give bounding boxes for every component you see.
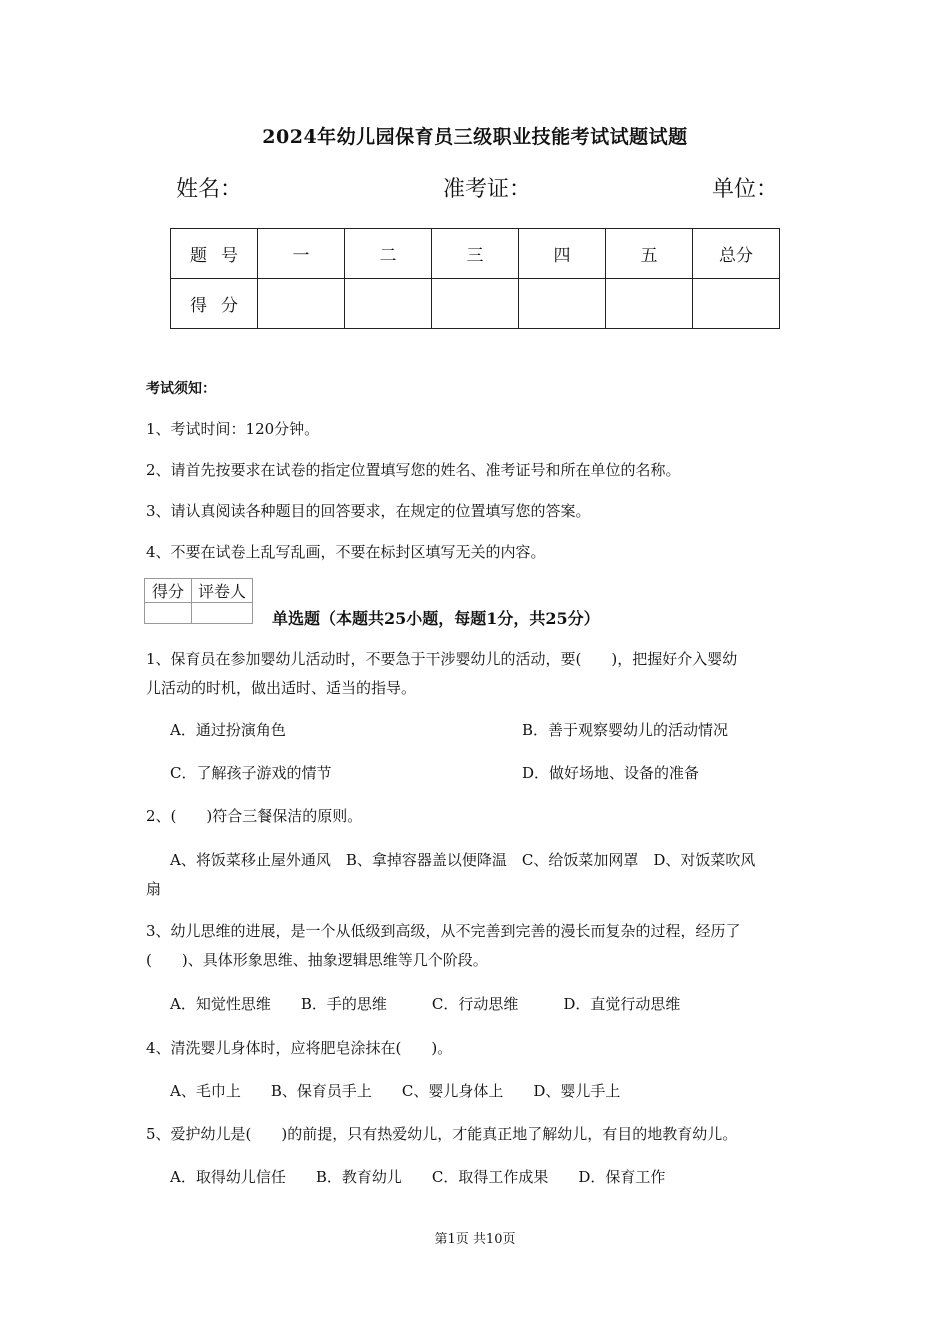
score-column-3: 三: [432, 229, 519, 279]
notice-heading: 考试须知：: [146, 381, 216, 397]
grader-name-label: 评卷人: [192, 579, 253, 603]
page-footer: 第1页 共10页: [434, 1232, 516, 1247]
score-cell[interactable]: [606, 279, 693, 329]
question-3-options[interactable]: A．知觉性思维 B．手的思维 C．行动思维 D．直觉行动思维: [170, 995, 681, 1013]
grader-score-label: 得分: [145, 579, 192, 603]
question-1-option-d[interactable]: D．做好场地、设备的准备: [522, 764, 700, 782]
question-2-text: 2、( )符合三餐保洁的原则。: [146, 807, 363, 825]
score-cell[interactable]: [258, 279, 345, 329]
question-3-text-cont: ( )、具体形象思维、抽象逻辑思维等几个阶段。: [146, 951, 488, 969]
score-table-header-row: [171, 229, 780, 279]
unit-field-label: 单位：: [712, 177, 779, 202]
question-4-text: 4、清洗婴儿身体时，应将肥皂涂抹在( )。: [146, 1039, 453, 1057]
grader-name-cell[interactable]: [192, 603, 253, 624]
score-row-label: 得分: [171, 279, 258, 329]
question-1-option-c[interactable]: C．了解孩子游戏的情节: [170, 764, 332, 782]
question-1-option-a[interactable]: A．通过扮演角色: [170, 721, 286, 739]
notice-item: 1、考试时间：120分钟。: [146, 420, 320, 438]
section-title: 单选题（本题共25小题，每题1分，共25分）: [272, 609, 600, 628]
score-column-total: 总分: [693, 229, 780, 279]
question-1-text: 1、保育员在参加婴幼儿活动时，不要急于干涉婴幼儿的活动，要( )，把握好介入婴幼: [146, 650, 738, 668]
question-5-options[interactable]: A．取得幼儿信任 B．教育幼儿 C．取得工作成果 D．保育工作: [170, 1168, 666, 1186]
name-field-label: 姓名：: [176, 177, 243, 202]
notice-item: 3、请认真阅读各种题目的回答要求，在规定的位置填写您的答案。: [146, 502, 591, 520]
grader-score-cell[interactable]: [145, 603, 192, 624]
score-column-1: 一: [258, 229, 345, 279]
question-2-options[interactable]: A、将饭菜移止屋外通风 B、拿掉容器盖以便降温 C、给饭菜加网罩 D、对饭菜吹风: [170, 851, 756, 869]
score-column-2: 二: [345, 229, 432, 279]
score-cell-total[interactable]: [693, 279, 780, 329]
notice-item: 4、不要在试卷上乱写乱画，不要在标封区填写无关的内容。: [146, 543, 546, 561]
grader-box: [144, 578, 253, 624]
page-title: 2024年幼儿园保育员三级职业技能考试试题试题: [262, 126, 688, 148]
question-5-text: 5、爱护幼儿是( )的前提，只有热爱幼儿，才能真正地了解幼儿，有目的地教育幼儿。: [146, 1125, 738, 1143]
score-table-score-row: [171, 279, 780, 329]
notice-item: 2、请首先按要求在试卷的指定位置填写您的姓名、准考证号和所在单位的名称。: [146, 461, 681, 479]
question-2-options-cont: 扇: [146, 880, 162, 898]
question-3-text: 3、幼儿思维的进展，是一个从低级到高级，从不完善到完善的漫长而复杂的过程，经历了: [146, 922, 741, 940]
score-cell[interactable]: [519, 279, 606, 329]
score-cell[interactable]: [345, 279, 432, 329]
score-table: [170, 228, 780, 329]
score-cell[interactable]: [432, 279, 519, 329]
question-number-label: 题号: [171, 229, 258, 279]
question-4-options[interactable]: A、毛巾上 B、保育员手上 C、婴儿身体上 D、婴儿手上: [170, 1082, 621, 1100]
exam-number-field-label: 准考证：: [443, 177, 532, 202]
score-column-4: 四: [519, 229, 606, 279]
question-1-option-b[interactable]: B．善于观察婴幼儿的活动情况: [522, 721, 729, 739]
question-1-text-cont: 儿活动的时机，做出适时、适当的指导。: [146, 679, 417, 697]
score-column-5: 五: [606, 229, 693, 279]
